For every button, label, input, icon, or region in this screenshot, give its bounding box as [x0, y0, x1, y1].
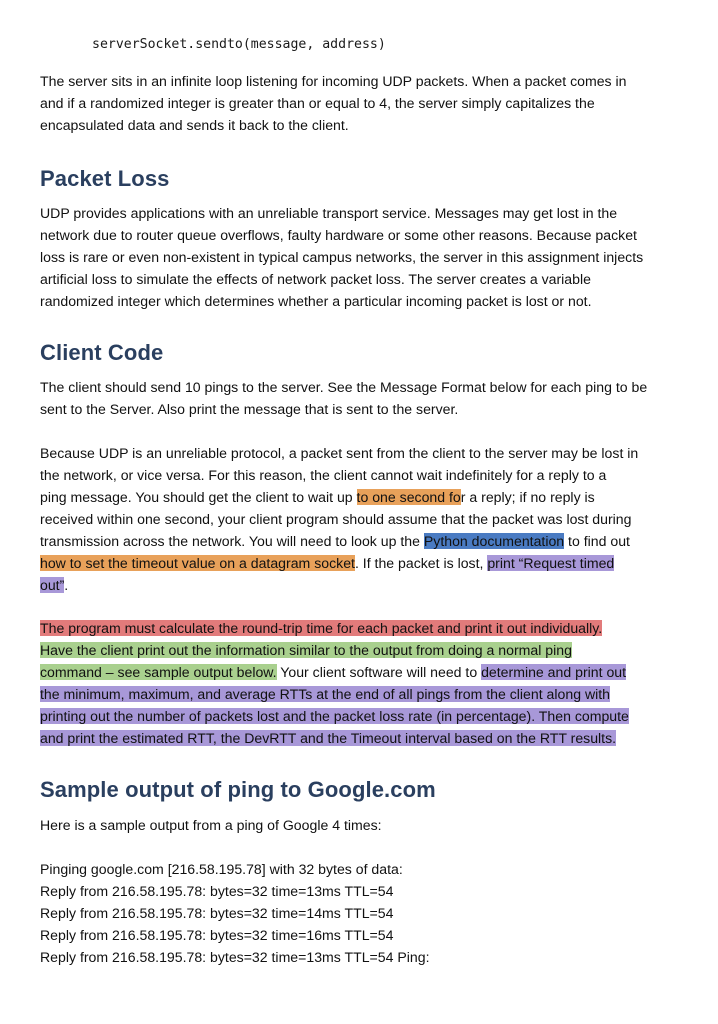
text-segment: r a reply; if no reply is: [460, 489, 595, 505]
output-line: Reply from 216.58.195.78: bytes=32 time=13ms TTL=54: [40, 883, 394, 899]
text-line: and if a randomized integer is greater than or equal to 4, the server simply capitalizes the: [40, 95, 595, 111]
text-line: [40, 705, 672, 727]
text-segment: ping message. You should get the client to wait up: [40, 489, 357, 505]
text-line: artificial loss to simulate the effects of network packet loss. The server creates a variable: [40, 271, 591, 287]
text-line: [40, 727, 672, 749]
udp-paragraph: [40, 442, 672, 596]
text-line: [40, 552, 672, 574]
sample-output-block: [40, 858, 672, 968]
text-line: [40, 683, 672, 705]
text-line: [40, 530, 672, 552]
text-line: [40, 617, 672, 639]
text-line: The server sits in an infinite loop listening for incoming UDP packets. When a packet comes in: [40, 73, 627, 89]
text-line: [40, 574, 672, 596]
highlight-purple: out”: [40, 577, 65, 593]
output-line: Reply from 216.58.195.78: bytes=32 time=14ms TTL=54: [40, 905, 394, 921]
highlight-green: Have the client print out the information similar to the output from doing a normal ping: [40, 642, 572, 658]
highlight-orange: how to set the timeout value on a datagram socket: [40, 555, 355, 571]
output-line: Pinging google.com [216.58.195.78] with 32 bytes of data:: [40, 861, 403, 877]
code-snippet: serverSocket.sendto(message, address): [92, 37, 386, 52]
text-segment: . If the packet is lost,: [354, 555, 488, 571]
text-segment: Your client software will need to: [276, 664, 482, 680]
highlight-purple: and print the estimated RTT, the DevRTT and the Timeout interval based on the RTT results.: [40, 730, 617, 746]
text-line: Because UDP is an unreliable protocol, a packet sent from the client to the server may be lost in: [40, 445, 639, 461]
output-line: Reply from 216.58.195.78: bytes=32 time=16ms TTL=54: [40, 927, 394, 943]
text-line: The client should send 10 pings to the server. See the Message Format below for each ping to be: [40, 379, 648, 395]
highlight-red: The program must calculate the round-trip time for each packet and print it out individually.: [40, 620, 603, 636]
text-segment: to find out: [564, 533, 630, 549]
highlight-purple: printing out the number of packets lost and the packet loss rate (in percentage). Then compute: [40, 708, 629, 724]
highlight-blue-python-docs: Python documentation: [423, 533, 565, 549]
text-line: sent to the Server. Also print the message that is sent to the server.: [40, 401, 459, 417]
client-intro-paragraph: [40, 376, 672, 420]
text-line: the network, or vice versa. For this reason, the client cannot wait indefinitely for a reply to a: [40, 467, 607, 483]
client-code-heading: Client Code: [40, 340, 164, 365]
text-segment: transmission across the network. You will need to look up the: [40, 533, 424, 549]
rtt-paragraph: [40, 617, 672, 749]
text-line: UDP provides applications with an unreliable transport service. Messages may get lost in the: [40, 205, 618, 221]
text-line: received within one second, your client program should assume that the packet was lost during: [40, 511, 632, 527]
highlight-purple: the minimum, maximum, and average RTTs at the end of all pings from the client along with: [40, 686, 611, 702]
packet-loss-paragraph: [40, 202, 672, 312]
highlight-purple: print “Request timed: [487, 555, 615, 571]
text-line: Here is a sample output from a ping of Google 4 times:: [40, 817, 382, 833]
text-line: [40, 661, 672, 683]
text-line: encapsulated data and sends it back to the client.: [40, 117, 349, 133]
server-paragraph: [40, 70, 672, 136]
text-segment: .: [64, 577, 69, 593]
output-line: Reply from 216.58.195.78: bytes=32 time=13ms TTL=54 Ping:: [40, 949, 430, 965]
highlight-purple: determine and print out: [481, 664, 627, 680]
sample-intro: [40, 814, 672, 836]
packet-loss-heading: Packet Loss: [40, 166, 170, 191]
highlight-green: command – see sample output below.: [40, 664, 277, 680]
text-line: loss is rare or even non-existent in typical campus networks, the server in this assignment injects: [40, 249, 644, 265]
text-line: randomized integer which determines whether a particular incoming packet is lost or not.: [40, 293, 592, 309]
sample-output-heading: Sample output of ping to Google.com: [40, 777, 436, 802]
highlight-orange: to one second fo: [356, 489, 461, 505]
text-line: network due to router queue overflows, faulty hardware or some other reasons. Because packet: [40, 227, 637, 243]
text-line: [40, 639, 672, 661]
text-line: [40, 486, 672, 508]
